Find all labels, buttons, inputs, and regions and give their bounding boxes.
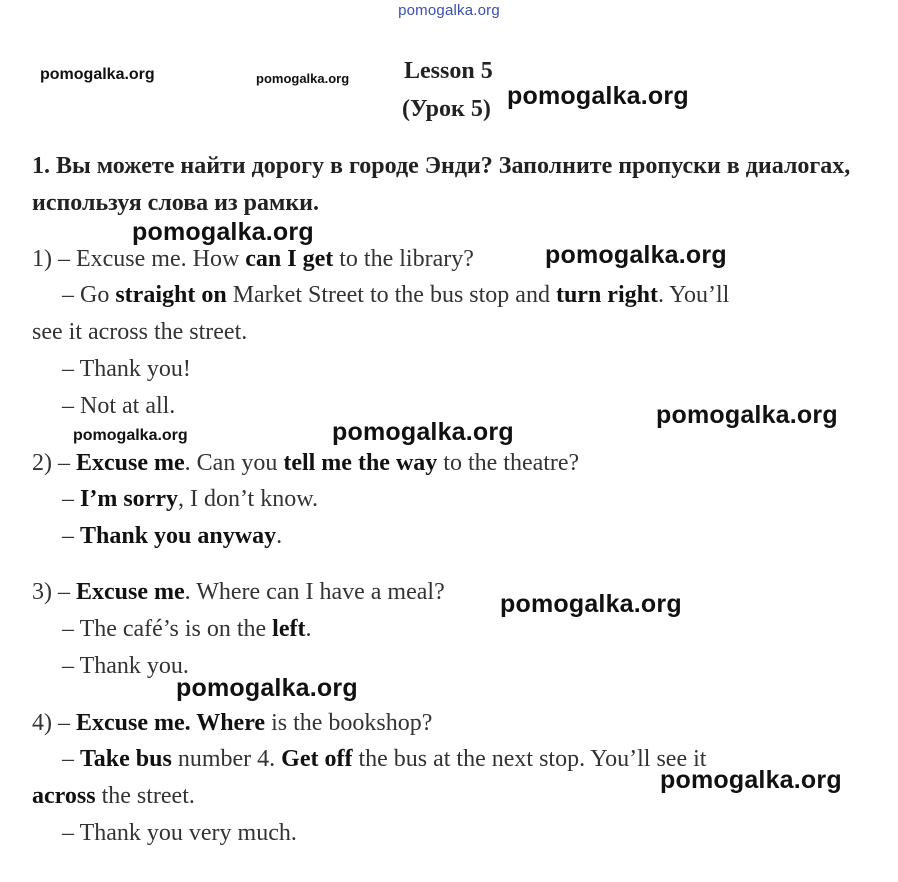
dialogue-3-line-2: – The café’s is on the left. — [62, 616, 312, 642]
dialogue-4-line-1: 4) – Excuse me. Where is the bookshop? — [32, 710, 433, 736]
dialogue-4-line-4: – Thank you very much. — [62, 820, 297, 846]
lesson-title: Lesson 5 — [404, 58, 493, 84]
watermark: pomogalka.org — [73, 427, 188, 444]
top-watermark: pomogalka.org — [398, 2, 500, 19]
dialogue-2-line-2: – I’m sorry, I don’t know. — [62, 486, 318, 512]
task-heading: 1. Вы можете найти дорогу в городе Энди? Заполните пропуски в диалогах, используя слова из рамки. — [32, 153, 851, 216]
dialogue-1-line-2: – Go straight on Market Street to the bus stop and turn right. You’ll — [62, 282, 730, 308]
dialogue-1-line-1: 1) – Excuse me. How can I get to the library? — [32, 246, 474, 272]
dialogue-1-line-3: see it across the street. — [32, 319, 248, 345]
dialogue-3-line-3: – Thank you. — [62, 653, 189, 679]
lesson-subtitle: (Урок 5) — [402, 96, 491, 122]
dialogue-1-line-5: – Not at all. — [62, 393, 176, 419]
watermark: pomogalka.org — [507, 82, 689, 110]
watermark: pomogalka.org — [176, 674, 358, 702]
watermark: pomogalka.org — [132, 218, 314, 246]
dialogue-4-line-2: – Take bus number 4. Get off the bus at the next stop. You’ll see it — [62, 746, 707, 772]
watermark: pomogalka.org — [256, 71, 350, 86]
watermark: pomogalka.org — [40, 66, 155, 83]
watermark: pomogalka.org — [660, 766, 842, 794]
dialogue-3-line-1: 3) – Excuse me. Where can I have a meal? — [32, 579, 445, 605]
dialogue-2-line-3: – Thank you anyway. — [62, 523, 283, 549]
dialogue-1-line-4: – Thank you! — [62, 356, 191, 382]
dialogue-2-line-1: 2) – Excuse me. Can you tell me the way to the theatre? — [32, 450, 580, 476]
watermark: pomogalka.org — [545, 241, 727, 269]
watermark: pomogalka.org — [656, 401, 838, 429]
watermark: pomogalka.org — [500, 590, 682, 618]
watermark: pomogalka.org — [332, 418, 514, 446]
dialogue-4-line-3: across the street. — [32, 783, 195, 809]
